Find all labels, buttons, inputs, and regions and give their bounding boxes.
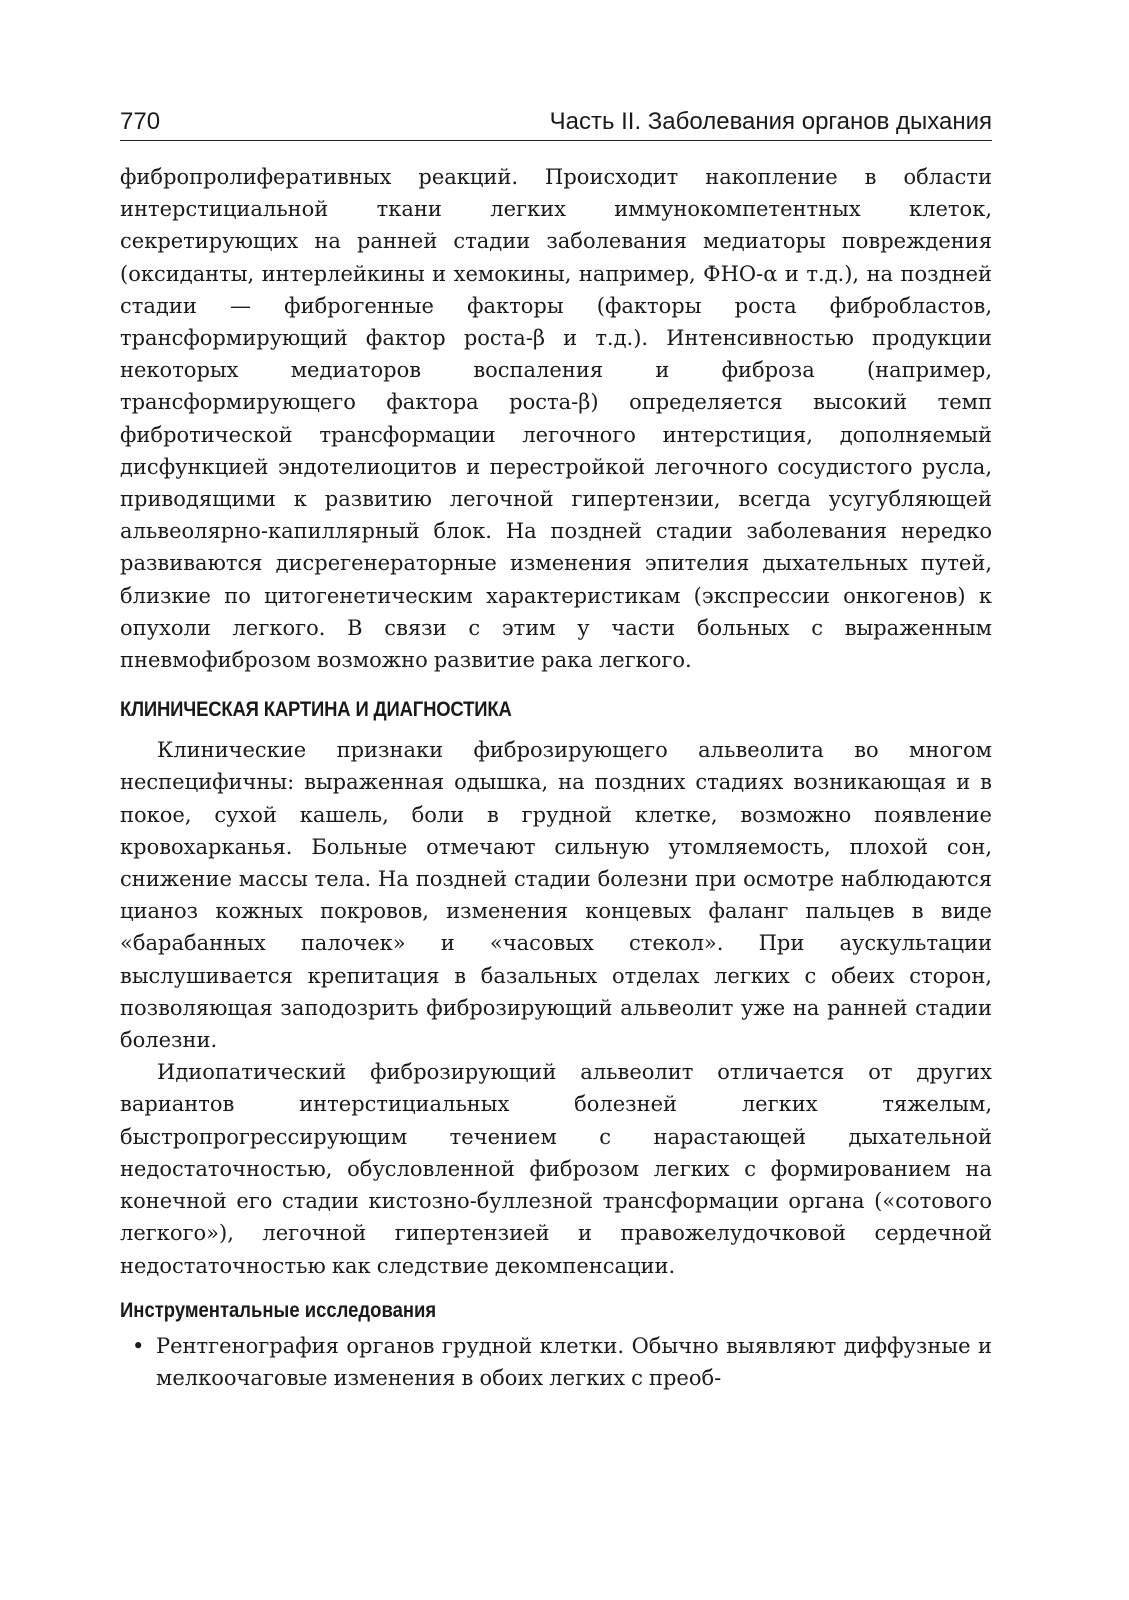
body-text bbox=[120, 161, 992, 1394]
section-heading: КЛИНИЧЕСКАЯ КАРТИНА И ДИАГНОСТИКА bbox=[120, 698, 512, 722]
list-item bbox=[120, 1330, 992, 1394]
paragraph-idiopathic: Идиопатический фиброзирующий альвеолит отличается от других вариантов интерстициальных болезней легких тяжелым, быстропрогрессирующим течением с нарастающей дыхательной недостаточностью, обусловленной фиброзом легких с формированием на конечной его стадии кистозно-буллезной трансформации органа («сотового легкого»), легочной гипертензией и правожелудочковой сердечной недостаточностью как следствие декомпенсации. bbox=[120, 1060, 992, 1278]
running-title: Часть II. Заболевания органов дыхания bbox=[549, 108, 992, 135]
paragraph-continuation: фибропролиферативных реакций. Происходит накопление в области интерстициальной ткани легких иммунокомпетентных клеток, секретирующих на ранней стадии заболевания медиаторы повреждения (оксиданты, интерлейкины и хемокины, например, ФНО-α и т.д.), на поздней стадии — фиброгенные факторы (факторы роста фибробластов, трансформирующий фактор роста-β и т.д.). Интенсивностью продукции некоторых медиаторов воспаления и фиброза (например, трансформирующего фактора роста-β) определяется высокий темп фибротической трансформации легочного интерстиция, дополняемый дисфункцией эндотелиоцитов и перестройкой легочного сосудистого русла, приводящими к развитию легочной гипертензии, всегда усугубляющей альвеолярно-капиллярный блок. На поздней стадии заболевания нередко развиваются дисрегенераторные изменения эпителия дыхательных путей, близкие по цитогенетическим характеристикам (экспрессии онкогенов) к опухоли легкого. В связи с этим у части больных с выраженным пневмофиброзом возможно развитие рака легкого. bbox=[120, 165, 992, 673]
subsection-heading: Инструментальные исследования bbox=[120, 1298, 437, 1322]
bullet-marker: • bbox=[132, 1333, 145, 1358]
bullet-list bbox=[120, 1330, 992, 1394]
bullet-text: Рентгенография органов грудной клетки. Обычно выявляют диффузные и мелкоочаговые изменения в обоих легких с преоб- bbox=[156, 1333, 992, 1390]
page-number: 770 bbox=[120, 108, 161, 135]
running-header bbox=[120, 108, 992, 141]
paragraph-clinical-signs: Клинические признаки фиброзирующего альвеолита во многом неспецифичны: выраженная одышка, на поздних стадиях возникающая и в покое, сухой кашель, боли в грудной клетке, возможно появление кровохарканья. Больные отмечают сильную утомляемость, плохой сон, снижение массы тела. На поздней стадии болезни при осмотре наблюдаются цианоз кожных покровов, изменения концевых фаланг пальцев в виде «барабанных палочек» и «часовых стекол». При аускультации выслушивается крепитация в базальных отделах легких с обеих сторон, позволяющая заподозрить фиброзирующий альвеолит уже на ранней стадии болезни. bbox=[120, 738, 992, 1053]
document-page bbox=[120, 108, 992, 1394]
